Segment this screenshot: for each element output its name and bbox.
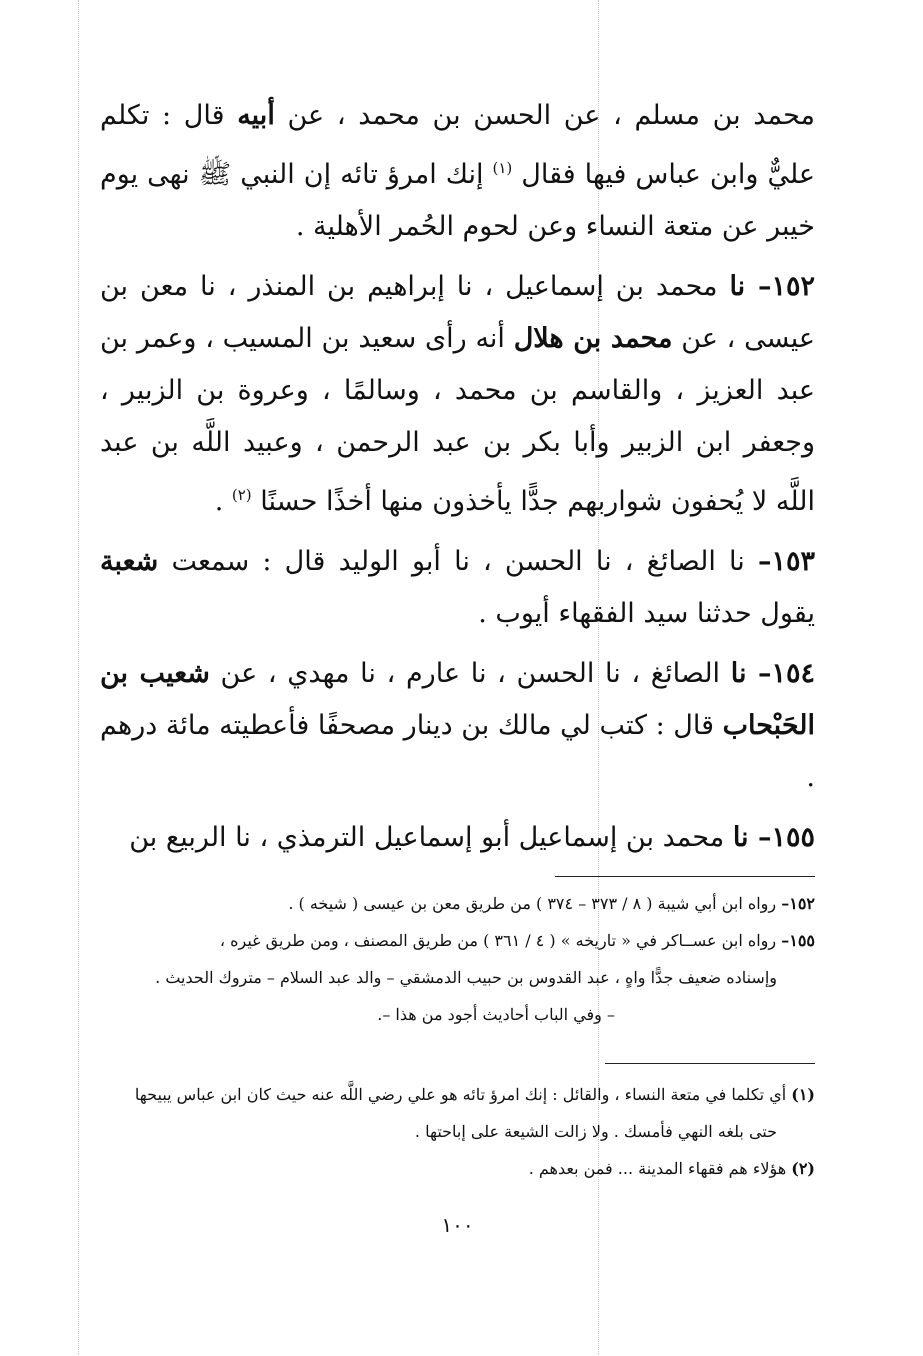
- narrator-name: محمد بن هلال: [513, 323, 673, 354]
- hadith-153: ١٥٣– نا الصائغ ، نا الحسن ، نا أبو الوليد قال : سمعت شعبة يقول حدثنا سيد الفقهاء أيوب .: [100, 546, 815, 629]
- hadith-number: ١٥٢– نا: [729, 271, 815, 302]
- hadith-number: ١٥٣–: [757, 546, 815, 577]
- footnote-separator: [605, 1063, 815, 1064]
- main-text: [100, 90, 815, 864]
- narrator-name: شعيب بن الحَبْحاب: [100, 658, 815, 741]
- takhrij-152: ١٥٢– رواه ابن أبي شيبة ( ٨ / ٣٧٣ – ٣٧٤ ) من طريق معن بن عيسى ( شيخه ) .: [288, 894, 815, 913]
- takhrij-155-note: – وفي الباب أحاديث أجود من هذا –.: [377, 1005, 615, 1024]
- paragraph-continuation: محمد بن مسلم ، عن الحسن بن محمد ، عن أبيه قال : تكلم عليٌّ وابن عباس فيها فقال $^{(١)}$ إنك امرؤ تائه إن النبي ﷺ نهى يوم خيبر عن متعة النساء وعن لحوم الحُمر الأهلية .: [100, 100, 816, 242]
- footnote-1-cont: حتى بلغه النهي فأمسك . ولا زالت الشيعة على إباحتها .: [414, 1122, 777, 1141]
- page-number: ١٠٠: [441, 1213, 474, 1237]
- takhrij-155-cont: وإسناده ضعيف جدًّا واهٍ ، عبد القدوس بن حبيب الدمشقي – والد عبد السلام – متروك الحديث .: [155, 968, 777, 987]
- footnotes: [100, 1076, 815, 1187]
- hadith-155: ١٥٥– نا محمد بن إسماعيل أبو إسماعيل الترمذي ، نا الربيع بن: [129, 822, 815, 853]
- takhrij-155: ١٥٥– رواه ابن عســاكر في « تاريخه » ( ٤ / ٣٦١ ) من طريق المصنف ، ومن طريق غيره ،: [219, 931, 815, 950]
- footnote-ref: (٢): [231, 486, 252, 504]
- page-fold-line: [78, 0, 79, 1356]
- hadith-154: ١٥٤– نا الصائغ ، نا الحسن ، نا عارم ، نا مهدي ، عن شعيب بن الحَبْحاب قال : كتب لي مالك بن دينار مصحفًا فأعطيته مائة درهم .: [100, 658, 815, 793]
- takhrij-separator: [555, 876, 815, 877]
- footnote-1: (١) أي تكلما في متعة النساء ، والقائل : إنك امرؤ تائه هو علي رضي اللَّه عنه حيث كان ابن عباس يبيحها: [134, 1085, 815, 1104]
- narrator-name: أبيه: [237, 100, 275, 131]
- narrator-name: شعبة: [100, 546, 159, 577]
- book-page: [100, 90, 815, 1237]
- hadith-number: ١٥٤– نا: [730, 658, 815, 689]
- hadith-number: ١٥٥– نا: [732, 822, 815, 853]
- hadith-152: ١٥٢– نا محمد بن إسماعيل ، نا إبراهيم بن المنذر ، نا معن بن عيسى ، عن محمد بن هلال أنه رأى سعيد بن المسيب ، وعمر بن عبد العزيز ، والقاسم بن محمد ، وسالمًا ، وعروة بن الزبير ، وجعفر ابن الزبير وأبا بكر بن عبد الرحمن ، وعبيد اللَّه بن عبد اللَّه لا يُحفون شواربهم جدًّا يأخذون منها أخذًا حسنًا $^{(٢)}$ .: [100, 271, 815, 517]
- takhrij-notes: [100, 885, 815, 1033]
- footnote-2: (٢) هؤلاء هم فقهاء المدينة ... فمن بعدهم .: [528, 1159, 815, 1178]
- footnote-ref: (١): [492, 159, 513, 177]
